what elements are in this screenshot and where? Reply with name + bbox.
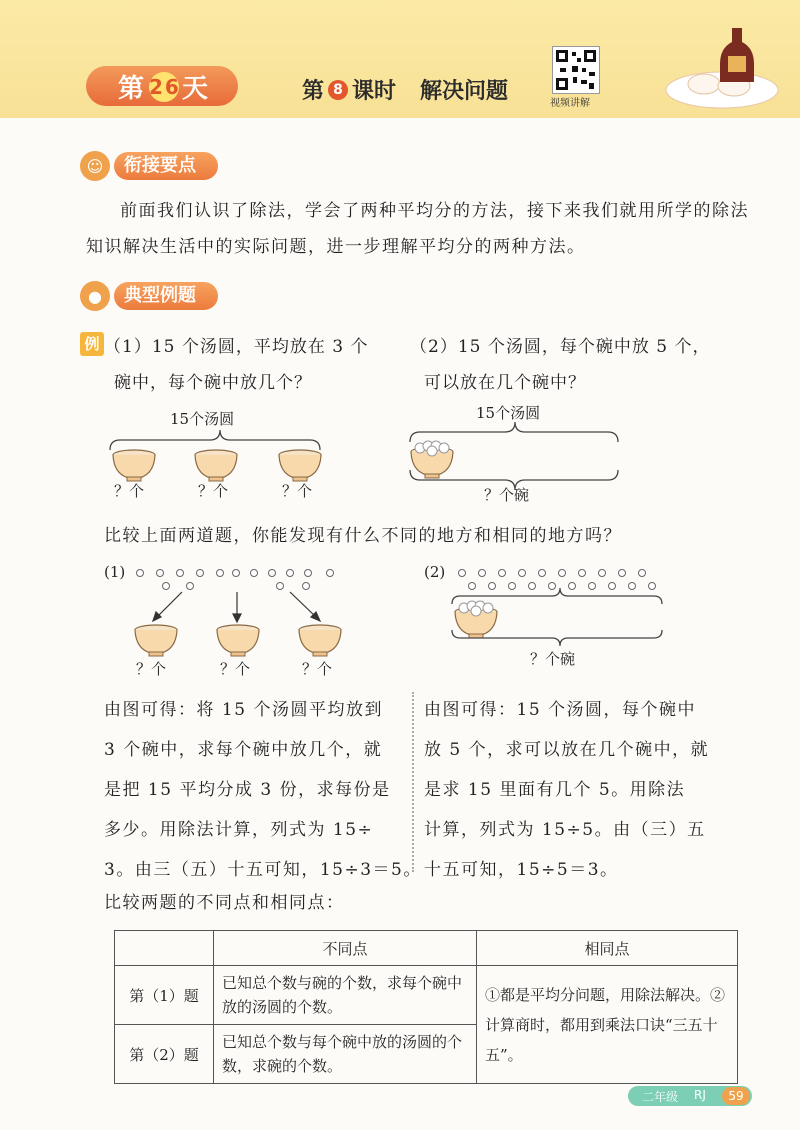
diagram-bowl-label: ？个: [220, 660, 251, 678]
compare-question: 比较上面两道题，你能发现有什么不同的地方和相同的地方吗？: [104, 526, 622, 546]
explanation-line: 是求 15 里面有几个 5。用除法: [424, 780, 686, 800]
explanation-line: 放 5 个，求可以放在几个碗中，就: [424, 740, 710, 760]
column-divider: [412, 692, 414, 872]
explanation-line: 多少。用除法计算，列式为 15÷: [104, 820, 374, 840]
day-prefix: 第: [118, 74, 147, 104]
dots-row-left: [137, 570, 334, 590]
dots-row-right: [459, 570, 656, 590]
question-2-line-1: （2）15 个汤圆，每个碗中放 5 个，: [410, 337, 711, 357]
bowl-icon: [113, 450, 155, 481]
section-title: 典型例题: [114, 282, 218, 310]
bowl-icon: [195, 450, 237, 481]
explanation-line: 十五可知，15÷5＝3。: [424, 860, 619, 880]
fig1-bowl-label: ？个: [198, 482, 229, 500]
lesson-prefix: 第: [302, 79, 325, 104]
section-title: 衔接要点: [114, 152, 218, 180]
day-number: 26: [149, 72, 179, 102]
table-header-cell: 相同点: [477, 931, 738, 966]
row-label: 第（2）题: [115, 1025, 214, 1084]
bowl-icon: [217, 625, 259, 656]
table-intro: 比较两题的不同点和相同点：: [104, 893, 345, 913]
monkey-icon: ☺: [80, 151, 110, 181]
question-2-line-2: 可以放在几个碗中？: [424, 373, 586, 393]
fig1-bowl-label: ？个: [282, 482, 313, 500]
diagram-bowl-label: ？个: [302, 660, 333, 678]
fig1-brace: [110, 430, 320, 450]
explanation-line: 由图可得：15 个汤圆，每个碗中: [424, 700, 697, 720]
bowl-icon: [135, 625, 177, 656]
question-1-line-2: 碗中，每个碗中放几个？: [114, 373, 312, 393]
lesson-number: 8: [328, 80, 348, 100]
explanation-line: 3。由三（五）十五可知，15÷3＝5。: [104, 860, 422, 880]
diagram-bowl-label: ？个: [136, 660, 167, 678]
day-suffix: 天: [182, 74, 211, 104]
arrows-left: [153, 592, 320, 622]
comparison-table: [114, 930, 738, 1084]
row-diff: 已知总个数与每个碗中放的汤圆的个数，求碗的个数。: [214, 1025, 477, 1084]
question-1-line-1: （1）15 个汤圆，平均放在 3 个: [104, 337, 369, 357]
diagram2-top-brace: [452, 588, 662, 604]
explanation-left: [104, 690, 422, 890]
row-label: 第（1）题: [115, 966, 214, 1025]
fig1-top-label: 15个汤圆: [170, 410, 235, 428]
explanation-right: [424, 690, 709, 890]
lesson-name: 解决问题: [420, 79, 509, 104]
table-header-cell: 不同点: [214, 931, 477, 966]
bowl-full-icon: [455, 601, 497, 638]
footer-grade: 二年级: [642, 1090, 679, 1104]
qr-label: 视频讲解: [550, 98, 590, 109]
lesson-suffix: 课时: [352, 79, 397, 104]
peach-icon: ●: [80, 281, 110, 311]
page-number: 59: [722, 1087, 750, 1105]
example-badge: 例: [80, 332, 104, 356]
fig2-bottom-label: ？个碗: [484, 486, 530, 504]
row-diff: 已知总个数与碗的个数，求每个碗中放的汤圆的个数。: [214, 966, 477, 1025]
table-header-cell: [115, 931, 214, 966]
fig2-top-label: 15个汤圆: [476, 404, 541, 422]
table-row: [115, 966, 738, 1025]
explanation-line: 是把 15 平均分成 3 份，求每份是: [104, 780, 391, 800]
explanation-line: 由图可得：将 15 个汤圆平均放到: [104, 700, 383, 720]
bowl-full-icon: [411, 441, 453, 478]
explanation-line: 3 个碗中，求每个碗中放几个，就: [104, 740, 383, 760]
explanation-line: 计算，列式为 15÷5。由（三）五: [424, 820, 706, 840]
bowl-icon: [299, 625, 341, 656]
fig2-top-brace: [410, 422, 618, 442]
bowl-icon: [279, 450, 321, 481]
fig1-bowl-label: ？个: [114, 482, 145, 500]
diagram-left-label: (1): [104, 563, 126, 581]
footer-edition: RJ: [694, 1088, 706, 1102]
diagram-right-bottom-label: ？个碗: [530, 650, 576, 668]
diagram-right-label: (2): [424, 563, 446, 581]
footer-badge: [628, 1086, 752, 1106]
same-points: ①都是平均分问题，用除法解决。②计算商时，都用到乘法口诀“三五十五”。: [477, 966, 738, 1084]
intro-paragraph: 前面我们认识了除法，学会了两种平均分的方法，接下来我们就用所学的除法知识解决生活中的实际问题，进一步理解平均分的两种方法。: [86, 201, 749, 257]
table-header-row: [115, 931, 738, 966]
